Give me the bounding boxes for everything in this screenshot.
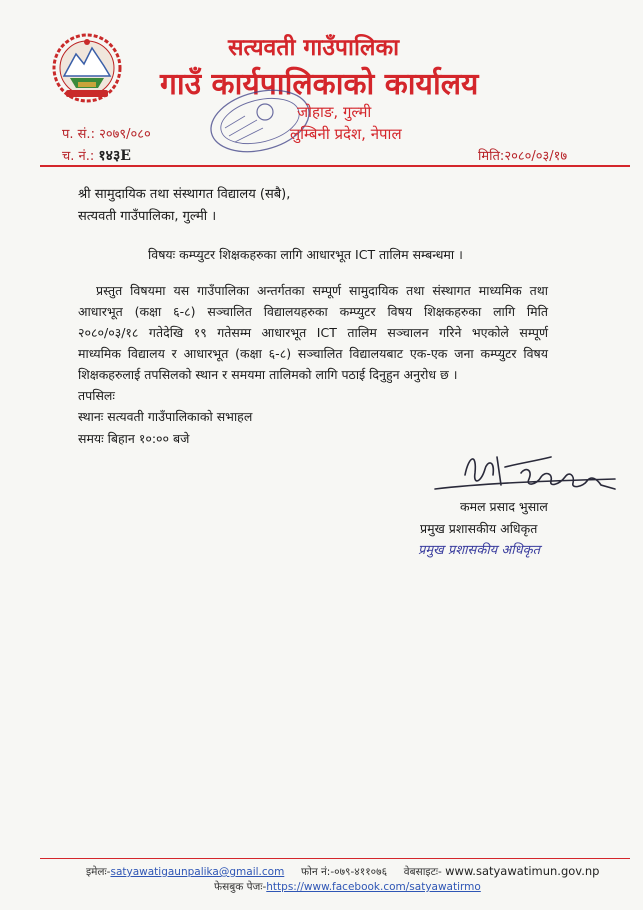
letter-body (78, 280, 548, 385)
footer-divider (40, 858, 630, 859)
dispatch-number (62, 146, 131, 165)
facebook-link[interactable]: https://www.facebook.com/satyawatirmo (266, 881, 481, 893)
body-line: प्रस्तुत विषयमा यस गाउँपालिका अन्तर्गतका सम्पूर्ण सामुदायिक तथा संस्थागत माध्यमिक तथा (96, 283, 548, 298)
body-line: माध्यमिक विद्यालय र आधारभूत (कक्षा ६-८) सञ्चालित विद्यालयबाट एक-एक जना कम्प्युटर विषय (78, 346, 548, 361)
details-heading: तपसिलः (78, 388, 115, 403)
office-title: गाउँ कार्यपालिकाको कार्यालय (160, 67, 479, 102)
dispatch-number-label: च. नं.: (62, 149, 95, 164)
subject-line: विषयः कम्प्युटर शिक्षकहरुका लागि आधारभूत ICT तालिम सम्बन्धमा । (148, 247, 463, 262)
reference-number-label: प. सं.: (62, 127, 95, 142)
footer-facebook (214, 880, 481, 894)
org-title: सत्यवती गाउँपालिका (228, 35, 400, 61)
body-line: २०८०/०३/१८ गतेदेखि १९ गतेसम्म आधारभूत ICT तालिम सञ्चालन गरिने भएकोले सम्पूर्ण (78, 325, 548, 340)
website-link[interactable]: www.satyawatimun.gov.np (445, 864, 600, 878)
address-line-2: लुम्बिनी प्रदेश, नेपाल (290, 125, 402, 143)
reference-number (62, 124, 151, 142)
website-label: वेबसाइटः- (403, 866, 442, 878)
body-line: शिक्षकहरुलाई तपसिलको स्थान र समयमा तालिमको लागि पठाई दिनुहुन अनुरोध छ । (78, 367, 458, 382)
email-link[interactable]: satyawatigaunpalika@gmail.com (110, 866, 285, 878)
date-value: २०८०/०३/१७ (504, 149, 568, 164)
nepal-emblem-icon (48, 30, 126, 104)
dispatch-number-value: १४३E (98, 148, 131, 164)
reference-number-value: २०७९/०८० (99, 127, 151, 142)
email-label: इमेलः- (86, 866, 111, 878)
details-place: स्थानः सत्यवती गाउँपालिकाको सभाहल (78, 409, 253, 424)
signatory-title: प्रमुख प्रशासकीय अधिकृत (420, 521, 538, 536)
facebook-label: फेसबुक पेजः- (214, 881, 267, 893)
signatory-name: कमल प्रसाद भुसाल (460, 499, 548, 514)
date-label: मिति: (478, 149, 505, 164)
phone-text: फोन नं:-०७९-४११०७६ (301, 866, 388, 878)
footer-contact (86, 864, 599, 879)
letter-date (478, 146, 567, 164)
signatory-stamp: प्रमुख प्रशासकीय अधिकृत (418, 543, 541, 558)
recipient-line-1: श्री सामुदायिक तथा संस्थागत विद्यालय (सबै), (78, 187, 291, 202)
header-divider (40, 165, 630, 167)
signature-icon (425, 445, 625, 505)
details-time: समयः बिहान १०:०० बजे (78, 431, 190, 446)
body-line: आधारभूत (कक्षा ६-८) सञ्चालित विद्यालयहरुका कम्प्युटर विषय शिक्षकहरुका लागि मिति (78, 304, 548, 319)
recipient-line-2: सत्यवती गाउँपालिका, गुल्मी । (78, 209, 217, 224)
address-line-1: जोहाङ, गुल्मी (297, 103, 372, 121)
